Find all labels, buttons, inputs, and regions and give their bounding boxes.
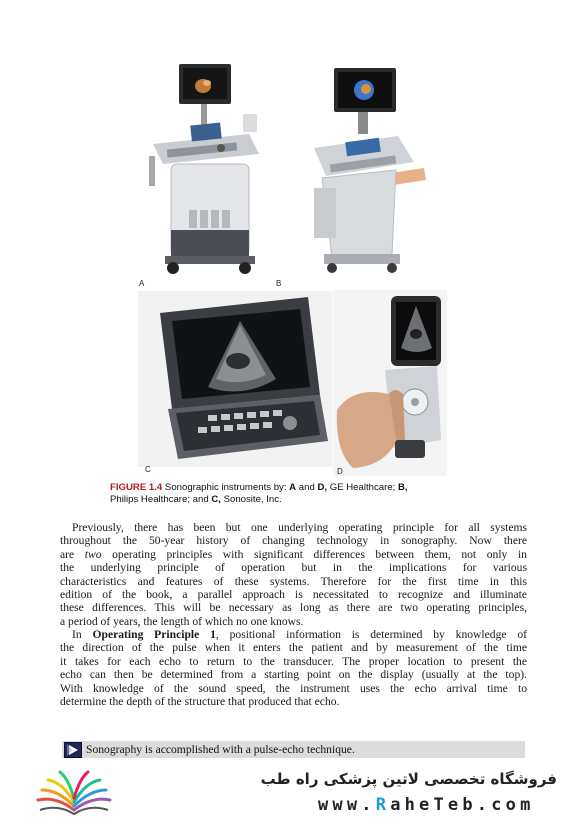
figure-panel-a-label: A bbox=[139, 279, 145, 288]
figure-panel-a-image bbox=[137, 60, 275, 284]
paragraph-previously: Previously, there has been but one underlying operating principle for all systems throughout the 50-year history of changing technology in sonography. Now there are two operating principles with significant differences between them, not only in the underlying principle of operation but in the implications for various characteristics and features of these systems. Therefore for the first time in this edition of the book, a parallel approach is necessitated to recognize and illuminate these differences. This will be necessary as long as there are two operating principles, a period of years, the length of which no one knows. bbox=[60, 521, 527, 628]
figure-panel-c-label: C bbox=[145, 465, 151, 474]
key-point-box bbox=[62, 741, 525, 758]
key-point-text: Sonography is accomplished with a pulse-echo technique. bbox=[86, 743, 355, 756]
figure-panel-b-image bbox=[274, 58, 434, 284]
figure-number: FIGURE 1.4 bbox=[110, 482, 163, 493]
footer-persian-title: فروشگاه تخصصی لاتین پزشکی راه طب bbox=[260, 770, 557, 788]
play-arrow-icon bbox=[64, 742, 82, 758]
figure-panel-b-label: B bbox=[276, 279, 282, 288]
footer-site-url: www.RaheTeb.com bbox=[318, 795, 535, 815]
figure-panel-d-label: D bbox=[337, 467, 343, 476]
figure-panel-d-image bbox=[333, 290, 447, 476]
footer-watermark bbox=[0, 760, 585, 826]
open-book-rainbow-logo bbox=[34, 766, 114, 818]
figure-caption: FIGURE 1.4 Sonographic instruments by: A and D, GE Healthcare; B, Philips Healthcare; and C, Sonosite, Inc. bbox=[110, 482, 408, 505]
paragraph-operating-principle-1: In Operating Principle 1, positional information is determined by knowledge of the direction of the pulse when it enters the patient and by measurement of the time it takes for each echo to return to the transducer. The proper location to present the echo can then be determined from a starting point on the display (usually at the top). With knowledge of the sound speed, the instrument uses the echo arrival time to determine the depth of the structure that produced that echo. bbox=[60, 628, 527, 709]
figure-panel-c-image bbox=[138, 291, 332, 467]
